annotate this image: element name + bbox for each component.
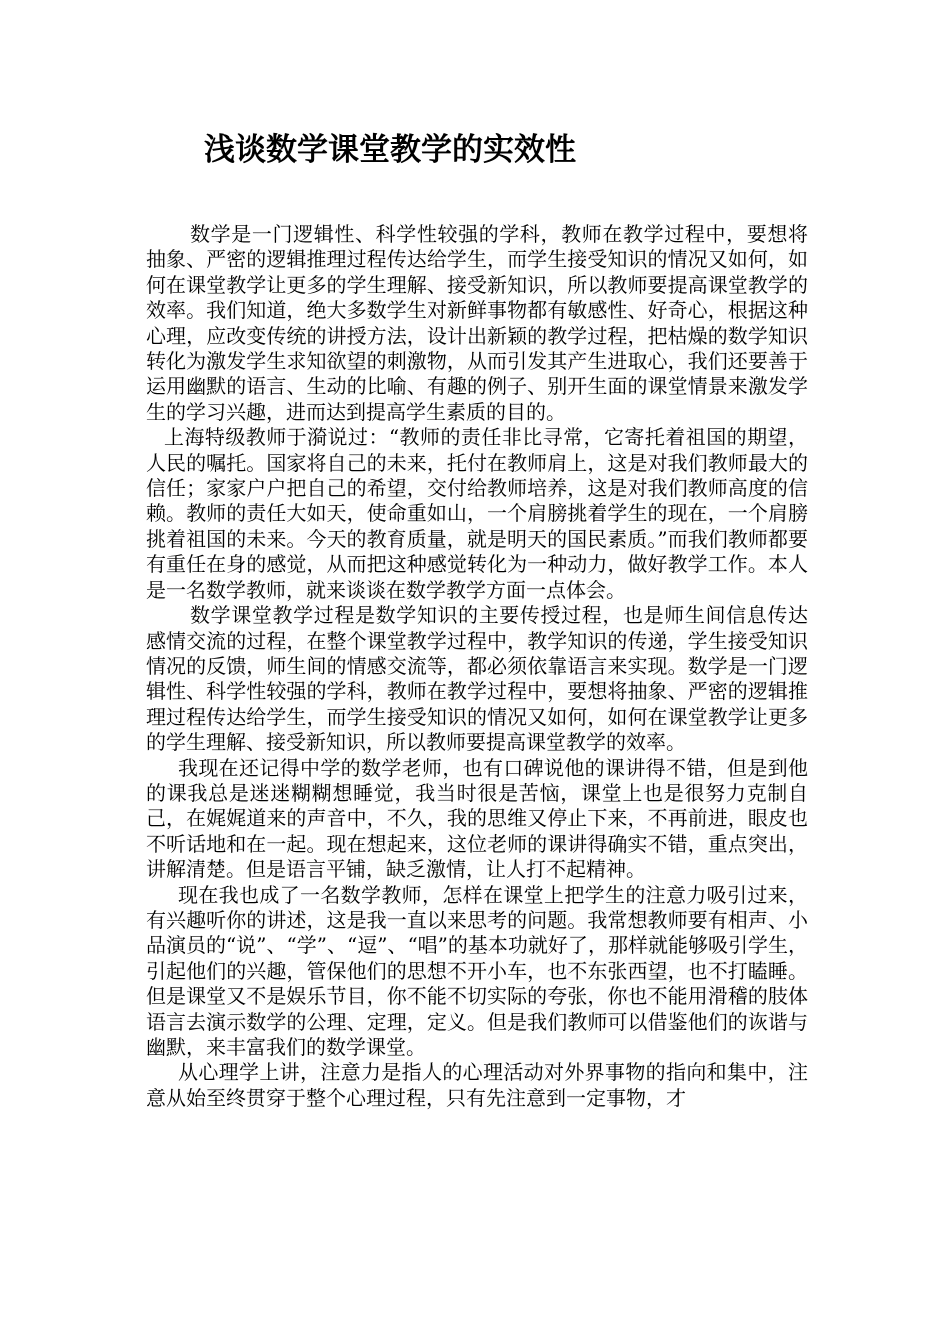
paragraph-3: 数学课堂教学过程是数学知识的主要传授过程，也是师生间信息传达感情交流的过程，在整个课堂教学过程中，教学知识的传递，学生接受知识情况的反馈，师生间的情感交流等，都必须依靠语言来实现。数学是一门逻辑性、科学性较强的学科，教师在教学过程中，要想将抽象、严密的逻辑推理过程传达给学生，而学生接受知识的情况又如何，如何在课堂教学让更多的学生理解、接受新知识，所以教师要提高课堂教学的效率。 xyxy=(146,603,808,755)
document-title: 浅谈数学课堂教学的实效性 xyxy=(204,132,576,168)
document-body xyxy=(146,222,808,1111)
paragraph-6: 从心理学上讲，注意力是指人的心理活动对外界事物的指向和集中，注意从始至终贯穿于整个心理过程，只有先注意到一定事物，才 xyxy=(146,1060,808,1110)
paragraph-5: 现在我也成了一名数学教师，怎样在课堂上把学生的注意力吸引过来，有兴趣听你的讲述，这是我一直以来思考的问题。我常想教师要有相声、小品演员的“说”、“学”、“逗”、“唱”的基本功就好了，那样就能够吸引学生，引起他们的兴趣，管保他们的思想不开小车，也不东张西望，也不打瞌睡。但是课堂又不是娱乐节目，你不能不切实际的夸张，你也不能用滑稽的肢体语言去演示数学的公理、定理，定义。但是我们教师可以借鉴他们的诙谐与幽默，来丰富我们的数学课堂。 xyxy=(146,882,808,1059)
paragraph-1: 数学是一门逻辑性、科学性较强的学科，教师在教学过程中，要想将抽象、严密的逻辑推理过程传达给学生，而学生接受知识的情况又如何，如何在课堂教学让更多的学生理解、接受新知识，所以教师要提高课堂教学的效率。我们知道，绝大多数学生对新鲜事物都有敏感性、好奇心，根据这种心理，应改变传统的讲授方法，设计出新颖的教学过程，把枯燥的数学知识转化为激发学生求知欲望的刺激物，从而引发其产生进取心，我们还要善于运用幽默的语言、生动的比喻、有趣的例子、别开生面的课堂情景来激发学生的学习兴趣，进而达到提高学生素质的目的。 xyxy=(146,222,808,424)
paragraph-4: 我现在还记得中学的数学老师，也有口碑说他的课讲得不错，但是到他的课我总是迷迷糊糊想睡觉，我当时很是苦恼，课堂上也是很努力克制自己，在娓娓道来的声音中，不久，我的思维又停止下来，不再前进，眼皮也不听话地和在一起。现在想起来，这位老师的课讲得确实不错，重点突出，讲解清楚。但是语言平铺，缺乏激情，让人打不起精神。 xyxy=(146,755,808,882)
paragraph-2: 上海特级教师于漪说过：“教师的责任非比寻常，它寄托着祖国的期望，人民的嘱托。国家将自己的未来，托付在教师肩上，这是对我们教师最大的信任；家家户户把自己的希望，交付给教师培养，这是对我们教师高度的信赖。教师的责任大如天，使命重如山，一个肩膀挑着学生的现在，一个肩膀挑着祖国的未来。今天的教育质量，就是明天的国民素质。”而我们教师都要有重任在身的感觉，从而把这种感觉转化为一种动力，做好教学工作。本人是一名数学教师，就来谈谈在数学教学方面一点体会。 xyxy=(146,425,808,602)
